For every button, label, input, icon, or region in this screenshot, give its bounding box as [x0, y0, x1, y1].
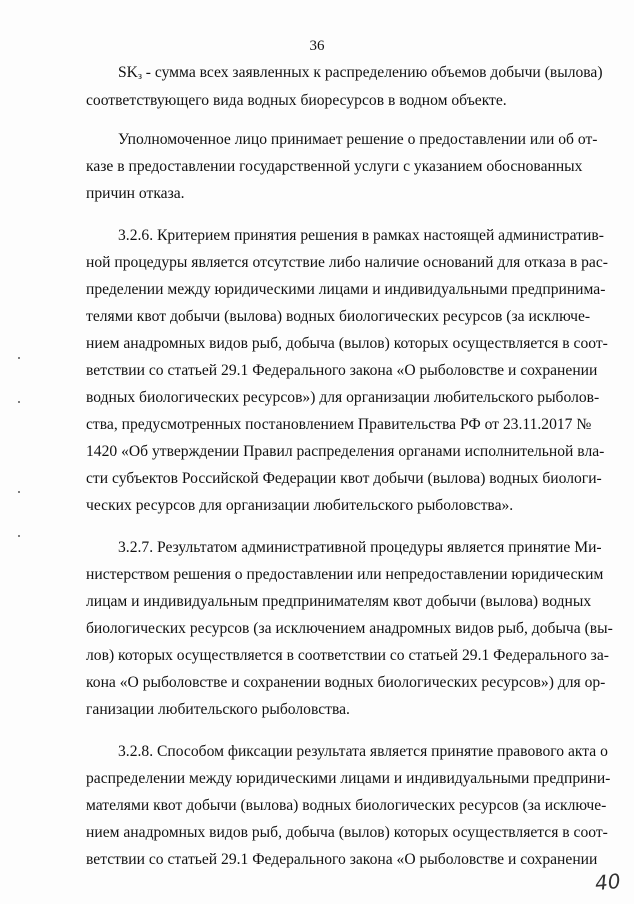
text-line: ной процедуры является отсутствие либо наличие оснований для отказа в рас-: [86, 254, 608, 271]
handwritten-page-number: 40: [593, 868, 622, 896]
text-line: 3.2.7. Результатом административной процедуры является принятие Ми-: [118, 539, 602, 556]
text-line: ветствии со статьей 29.1 Федерального закона «О рыболовстве и сохранении: [86, 362, 598, 379]
text-line: ветствии со статьей 29.1 Федерального закона «О рыболовстве и сохранении: [86, 851, 598, 868]
text-line: распределении между юридическими лицами и индивидуальными предприни-: [86, 770, 611, 787]
text-line: водных биологических ресурсов») для организации любительского рыболов-: [86, 389, 600, 406]
text-line: мателями квот добычи (вылова) водных биологических ресурсов (за исключе-: [86, 797, 607, 814]
text-line: лов) которых осуществляется в соответствии со статьей 29.1 Федерального за-: [86, 647, 609, 664]
sk-symbol: $SK_з$: [118, 64, 142, 82]
text-line: лицам и индивидуальным предпринимателям квот добычи (вылова) водных: [86, 593, 592, 610]
scan-speck: [18, 491, 20, 493]
text-line: 1420 «Об утверждении Правил распределения органами исполнительной вла-: [86, 443, 605, 460]
text-line: 3.2.6. Критерием принятия решения в рамках настоящей административ-: [118, 227, 604, 244]
text-line: телями квот добычи (вылова) водных биологических ресурсов (за исключе-: [86, 308, 591, 325]
text-line: нистерством решения о предоставлении или непредоставлении юридическим: [86, 566, 604, 583]
text-line: ганизации любительского рыболовства.: [86, 701, 350, 718]
text-line: причин отказа.: [86, 185, 185, 202]
text-line: биологических ресурсов (за исключением анадромных видов рыб, добыча (вы-: [86, 620, 613, 637]
text-line: сти субъектов Российской Федерации квот добычи (вылова) водных биологи-: [86, 470, 602, 487]
text-line: нием анадромных видов рыб, добыча (вылов) которых осуществляется в соот-: [86, 335, 608, 352]
text-line: соответствующего вида водных биоресурсов в водном объекте.: [86, 92, 507, 109]
text-line: ства, предусмотренных постановлением Правительства РФ от 23.11.2017 №: [86, 416, 592, 433]
text-line: нием анадромных видов рыб, добыча (вылов) которых осуществляется в соот-: [86, 824, 608, 841]
text-line: пределении между юридическими лицами и индивидуальными предпринима-: [86, 281, 606, 298]
scan-speck: [18, 535, 20, 537]
text-line: 3.2.8. Способом фиксации результата является принятие правового акта о: [118, 743, 608, 760]
text-line: кона «О рыболовстве и сохранении водных биологических ресурсов») для ор-: [86, 674, 606, 691]
scan-speck: [18, 401, 20, 403]
text-line: казе в предоставлении государственной услуги с указанием обоснованных: [86, 158, 583, 175]
text-line: ческих ресурсов для организации любительского рыболовства».: [86, 497, 514, 514]
text-line: $SK_з$ - сумма всех заявленных к распределению объемов добычи (вылова): [118, 64, 603, 82]
text-line: Уполномоченное лицо принимает решение о предоставлении или об от-: [118, 131, 598, 148]
scan-speck: [18, 357, 20, 359]
page-number: 36: [309, 38, 325, 54]
